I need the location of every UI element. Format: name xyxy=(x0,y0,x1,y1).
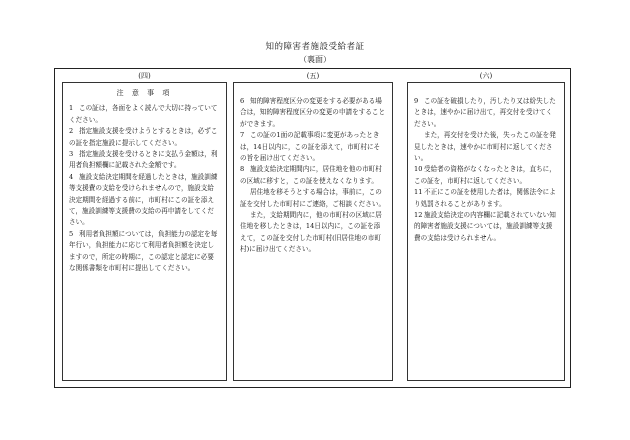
list-item: 7 この証の1面の記載事項に変更があったときは，14日以内に，この証を添えて，市町村にその旨を届け出てください。 xyxy=(240,131,381,163)
list-item: 居住地を移そうとする場合は，事前に，この証を交付した市町村にご連絡，ご相談ください。 xyxy=(240,188,386,208)
notes-box xyxy=(233,82,393,381)
column-header: (六) xyxy=(407,71,565,83)
column-header: (五) xyxy=(233,71,393,83)
list-item: 10 受給者の資格がなくなったときは，直ちに，この証を，市町村に返してください。 xyxy=(414,165,556,185)
list-item: 6 知的障害程度区分の変更をする必要がある場合は，知的障害程度区分の変更の申請をすることができます。 xyxy=(240,97,386,128)
list-item: 8 施設支給決定期間内に，居住地を他の市町村の区域に移すと，この証を使えなくなります。 xyxy=(240,165,382,185)
list-item: 4 施設支給決定期間を経過したときは，施設訓練等支援費の支給を受けられませんので，施設支給決定期間を経過する前に，市町村にこの証を添えて，施設訓練等支援費の支給の再申請をしてください。 xyxy=(69,172,218,227)
notes-heading: 注 意 事 項 xyxy=(116,89,173,97)
list-item: 12 施設支給決定の内容欄に記載されていない知的障害者施設支援については，施設訓練等支援費の支給は受けられません。 xyxy=(414,211,556,242)
notes-box xyxy=(407,82,565,381)
list-item: 3 指定施設支援を受けるときに支払う金額は，利用者負担額欄に記載された金額です。 xyxy=(69,150,218,170)
list-item: また，支給期間内に，他の市町村の区域に居住地を移したときは，14日以内に，この証を添えて，この証を交付した市町村(旧居住地の市町村)に届け出てください。 xyxy=(240,211,382,254)
list-item: 1 この証は，各面をよく読んで大切に持っていてください。 xyxy=(69,104,218,124)
list-item: 11 不正にこの証を使用した者は，関係法令により処罰されることがあります。 xyxy=(414,188,556,208)
document-title: 知的障害者施設受給者証 xyxy=(265,42,365,52)
list-item: また，再交付を受けた後，失ったこの証を発見したときは，速やかに市町村に返してください。 xyxy=(414,131,556,163)
column-4 xyxy=(62,69,227,379)
column-5 xyxy=(233,69,393,379)
list-item: 2 指定施設支援を受けようとするときは，必ずこの証を指定施設に提示してください。 xyxy=(69,127,218,147)
column-header: (四) xyxy=(62,71,227,83)
document-subtitle: （裏面） xyxy=(299,55,331,64)
notes-box xyxy=(62,82,227,381)
column-6 xyxy=(407,69,565,379)
list-item: 5 利用者負担額については，負担能力の認定を毎年行い，負担能力に応じて利用者負担額を決定しますので，所定の時期に，この認定と認定に必要な関係書類を市町村に提出してください。 xyxy=(69,229,218,273)
list-item: 9 この証を破損したり，汚したり又は紛失したときは，速やかに届け出て，再交付を受けてください。 xyxy=(414,97,556,128)
certificate-frame xyxy=(54,68,571,388)
